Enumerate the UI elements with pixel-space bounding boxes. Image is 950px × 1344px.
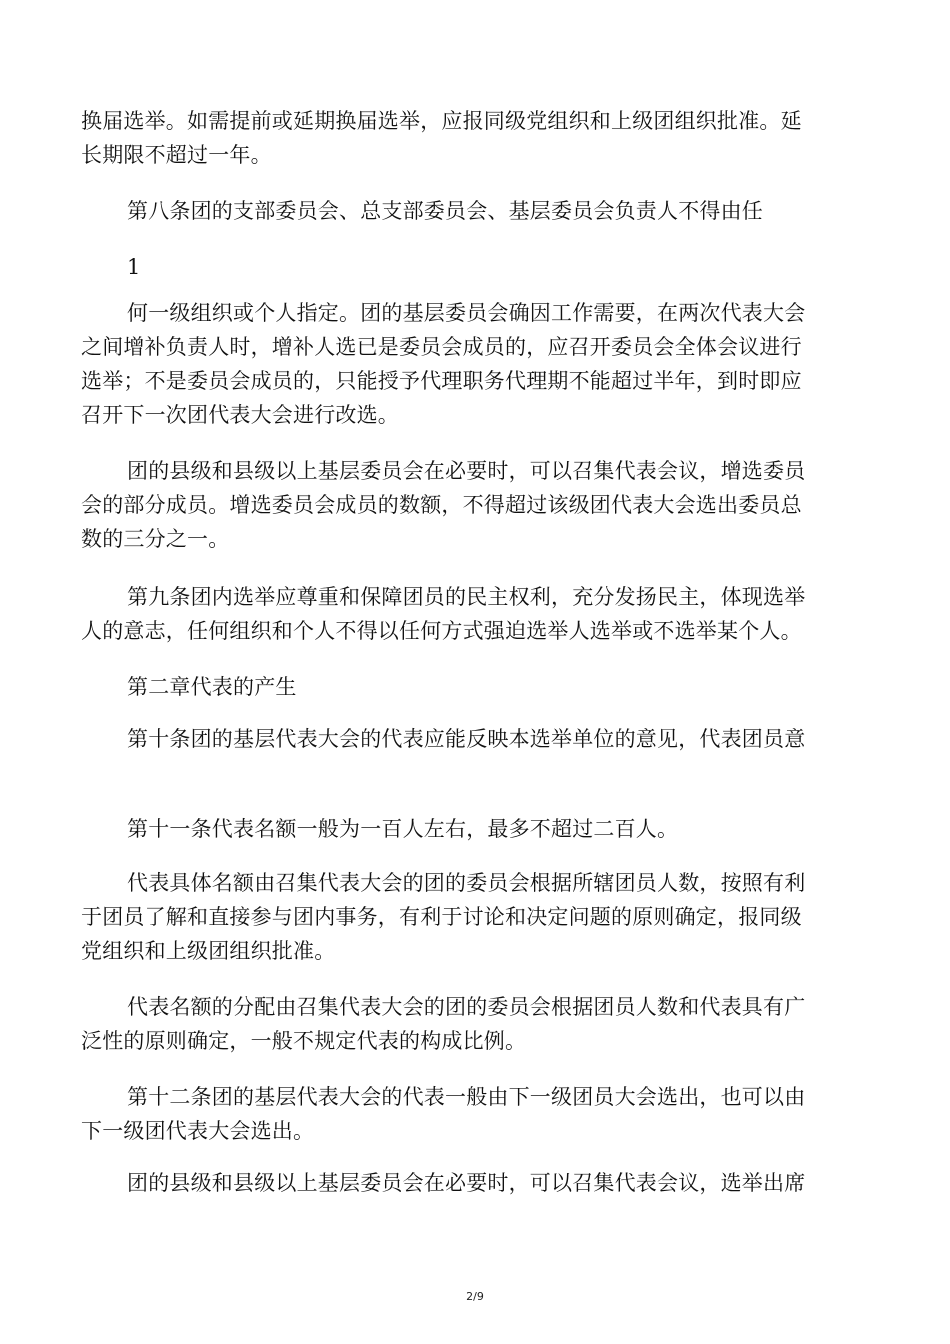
page-footnote-number: 1 [127,255,141,279]
article-9-heading: 第九条团内选举应尊重和保障团员的民主权利，充分发扬民主，体现选举 [127,585,806,609]
article-10-heading: 第十条团的基层代表大会的代表应能反映本选举单位的意见，代表团员意 [127,727,806,751]
text-line: 会的部分成员。增选委员会成员的数额，不得超过该级团代表大会选出委员总 [81,493,802,517]
text-line: 下一级团代表大会选出。 [81,1119,315,1143]
article-8-heading: 第八条团的支部委员会、总支部委员会、基层委员会负责人不得由任 [127,199,763,223]
text-line: 选举；不是委员会成员的，只能授予代理职务代理期不能超过半年，到时即应 [81,369,802,393]
text-line: 代表具体名额由召集代表大会的团的委员会根据所辖团员人数，按照有利 [127,871,806,895]
text-line: 人的意志，任何组织和个人不得以任何方式强迫选举人选举或不选举某个人。 [81,619,802,643]
text-line: 团的县级和县级以上基层委员会在必要时，可以召集代表会议，选举出席 [127,1171,806,1195]
text-line: 泛性的原则确定，一般不规定代表的构成比例。 [81,1029,527,1053]
text-line: 长期限不超过一年。 [81,143,272,167]
article-11-heading: 第十一条代表名额一般为一百人左右，最多不超过二百人。 [127,817,679,841]
text-line: 何一级组织或个人指定。团的基层委员会确因工作需要，在两次代表大会 [127,301,806,325]
article-12-heading: 第十二条团的基层代表大会的代表一般由下一级团员大会选出，也可以由 [127,1085,806,1109]
page-number: 2/9 [466,1290,484,1303]
text-line: 团的县级和县级以上基层委员会在必要时，可以召集代表会议，增选委员 [127,459,806,483]
text-line: 之间增补负责人时，增补人选已是委员会成员的，应召开委员会全体会议进行 [81,335,802,359]
text-line: 党组织和上级团组织批准。 [81,939,336,963]
text-line: 于团员了解和直接参与团内事务，有利于讨论和决定问题的原则确定，报同级 [81,905,802,929]
text-line: 换届选举。如需提前或延期换届选举，应报同级党组织和上级团组织批准。延 [81,109,802,133]
chapter-2-heading: 第二章代表的产生 [127,675,297,699]
text-line: 召开下一次团代表大会进行改选。 [81,403,399,427]
text-line: 数的三分之一。 [81,527,230,551]
text-line: 代表名额的分配由召集代表大会的团的委员会根据团员人数和代表具有广 [127,995,806,1019]
